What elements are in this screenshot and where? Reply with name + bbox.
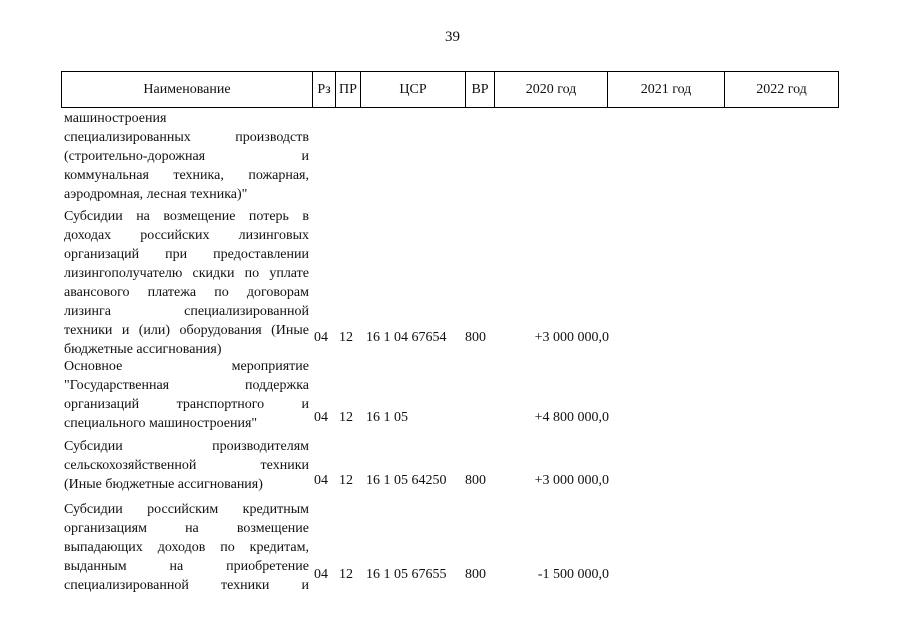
row-4-line-2: выпадающих доходов по кредитам,	[64, 540, 309, 555]
row-2-line-1: "Государственная поддержка	[64, 378, 309, 393]
header-pr: ПР	[336, 72, 361, 107]
header-rz: Рз	[313, 72, 336, 107]
row-4-pr: 12	[339, 567, 353, 582]
row-1-pr: 12	[339, 330, 353, 345]
table-row-1-name	[64, 207, 309, 359]
header-2022: 2022 год	[756, 82, 807, 97]
row-1-line-2: организаций при предоставлении	[64, 247, 309, 262]
row-2-amount: +4 800 000,0	[534, 410, 609, 425]
row-3-csr: 16 1 05 64250	[366, 473, 447, 488]
row-3-amount: +3 000 000,0	[534, 473, 609, 488]
row-3-pr: 12	[339, 473, 353, 488]
row-3-line-0: Субсидии производителям	[64, 439, 309, 454]
header-vr: ВР	[466, 72, 495, 107]
row-1-line-6: техники и (или) оборудования (Иные	[64, 323, 309, 338]
row-1-amount: +3 000 000,0	[534, 330, 609, 345]
row-3-vr: 800	[465, 473, 486, 488]
row-3-line-1: сельскохозяйственной техники	[64, 458, 309, 473]
row-0-line-3: коммунальная техника, пожарная,	[64, 168, 309, 183]
row-3-line-2: (Иные бюджетные ассигнования)	[64, 477, 263, 492]
header-csr: ЦСР	[361, 72, 466, 107]
row-0-line-4: аэродромная, лесная техника)"	[64, 187, 248, 202]
row-0-line-1: специализированных производств	[64, 130, 309, 145]
header-2021: 2021 год	[608, 72, 725, 107]
row-1-line-3: лизингополучателю скидки по уплате	[64, 266, 309, 281]
table-header	[61, 71, 839, 108]
row-0-line-0: машиностроения	[64, 111, 167, 126]
row-1-line-0: Субсидии на возмещение потерь в	[64, 209, 309, 224]
row-2-pr: 12	[339, 410, 353, 425]
table-row-0-name	[64, 109, 309, 204]
row-2-line-0: Основное мероприятие	[64, 359, 309, 374]
row-3-rz: 04	[314, 473, 328, 488]
row-4-csr: 16 1 05 67655	[366, 567, 447, 582]
header-name: Наименование	[62, 72, 313, 107]
row-4-rz: 04	[314, 567, 328, 582]
row-2-line-2: организаций транспортного и	[64, 397, 309, 412]
row-4-amount: -1 500 000,0	[537, 567, 609, 582]
row-4-vr: 800	[465, 567, 486, 582]
header-2020: 2020 год	[495, 72, 608, 107]
row-1-line-1: доходах российских лизинговых	[64, 228, 309, 243]
row-2-csr: 16 1 05	[366, 410, 408, 425]
row-1-csr: 16 1 04 67654	[366, 330, 447, 345]
row-1-line-5: лизинга специализированной	[64, 304, 309, 319]
page-number: 39	[445, 29, 460, 45]
row-4-line-3: выданным на приобретение	[64, 559, 309, 574]
row-4-line-0: Субсидии российским кредитным	[64, 502, 309, 517]
row-1-rz: 04	[314, 330, 328, 345]
row-1-line-4: авансового платежа по договорам	[64, 285, 309, 300]
table-row-4-name	[64, 500, 309, 595]
row-4-line-4: специализированной техники и	[64, 578, 309, 593]
row-2-rz: 04	[314, 410, 328, 425]
row-1-line-7: бюджетные ассигнования)	[64, 342, 222, 357]
row-0-line-2: (строительно-дорожная и	[64, 149, 309, 164]
row-1-vr: 800	[465, 330, 486, 345]
table-row-3-name	[64, 437, 309, 494]
table-row-2-name	[64, 357, 309, 433]
row-2-line-3: специального машиностроения"	[64, 416, 258, 431]
row-4-line-1: организациям на возмещение	[64, 521, 309, 536]
